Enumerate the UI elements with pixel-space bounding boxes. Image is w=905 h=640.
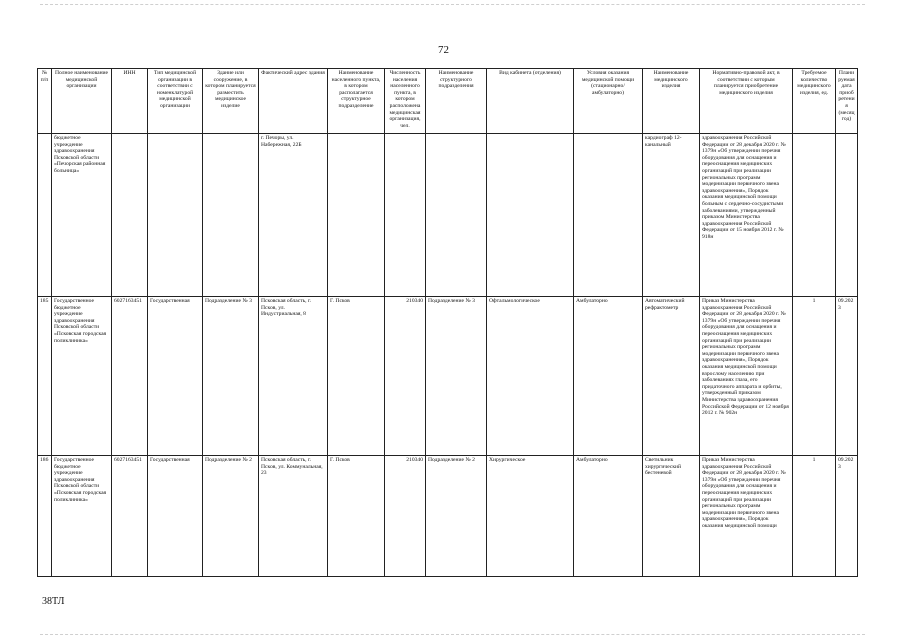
cell-org: бюджетное учреждение здравоохранения Псковской области «Печорская районная больница» xyxy=(52,134,112,297)
cell-unit: Подразделение № 3 xyxy=(426,297,487,456)
header-population: Численность населения населенного пункта, в котором расположена медицинская организация, чел. xyxy=(385,69,426,134)
scan-edge-bottom xyxy=(40,634,865,635)
table-row xyxy=(38,456,858,577)
header-building: Здание или сооружение, в котором планируется разместить медицинское изделие xyxy=(203,69,259,134)
header-settlement: Наименование населенного пункта, в котором располагается структурное подразделение xyxy=(328,69,385,134)
cell-building xyxy=(203,134,259,297)
header-unit: Наименование структурного подразделения xyxy=(426,69,487,134)
cell-address: г. Печоры, ул. Набережная, 22Б xyxy=(259,134,328,297)
cell-inn: 6027163451 xyxy=(112,297,148,456)
cell-settlement: Г. Псков xyxy=(328,456,385,577)
cell-type: Государственная xyxy=(148,297,203,456)
cell-population xyxy=(385,134,426,297)
cell-population: 210340 xyxy=(385,456,426,577)
cell-unit: Подразделение № 2 xyxy=(426,456,487,577)
cell-cabinet: Офтальмологическое xyxy=(487,297,574,456)
equipment-table xyxy=(37,68,858,577)
cell-act: Приказ Министерства здравоохранения Российской Федерации от 28 декабря 2020 г. № 1379н «Об утверждении перечня оборудования для оснащения и переоснащения медицинских организаций при реализации региональных программ модернизации первичного звена здравоохранения», Порядок оказания медицинской помощи взрослому населению при заболеваниях глаза, его придаточного аппарата и орбиты, утвержденный приказом Министерства здравоохранения Российской Федерации от 12 ноября 2012 г. № 902н xyxy=(700,297,793,456)
cell-type: Государственная xyxy=(148,456,203,577)
cell-unit xyxy=(426,134,487,297)
header-conditions: Условия оказания медицинской помощи (стационарно/ амбулаторно) xyxy=(574,69,643,134)
cell-num: 186 xyxy=(38,456,52,577)
cell-num: 185 xyxy=(38,297,52,456)
table-row xyxy=(38,297,858,456)
cell-org: Государственное бюджетное учреждение здравоохранения Псковской области «Псковская городская поликлиника» xyxy=(52,456,112,577)
cell-cabinet: Хирургическое xyxy=(487,456,574,577)
cell-conditions: Амбулаторно xyxy=(574,456,643,577)
cell-qty xyxy=(793,134,836,297)
cell-building: Подразделение № 3 xyxy=(203,297,259,456)
cell-address: Псковская область, г. Псков, ул. Индустриальная, 8 xyxy=(259,297,328,456)
cell-device: Автоматический рефрактометр xyxy=(643,297,700,456)
cell-inn: 6027163451 xyxy=(112,456,148,577)
cell-device: кардиограф 12-канальный xyxy=(643,134,700,297)
header-type: Тип медицинской организации в соответствии с номенклатурой медицинской организации xyxy=(148,69,203,134)
header-org: Полное наименование медицинской организации xyxy=(52,69,112,134)
cell-population: 210340 xyxy=(385,297,426,456)
cell-qty: 1 xyxy=(793,456,836,577)
table-header-row xyxy=(38,69,858,134)
cell-num xyxy=(38,134,52,297)
cell-act: здравоохранения Российской Федерации от 28 декабря 2020 г. № 1379н «Об утверждении перечня оборудования для оснащения и переоснащения медицинских организаций при реализации региональных программ модернизации первичного звена здравоохранения», Порядок оказания медицинской помощи больным с сердечно-сосудистыми заболеваниями, утвержденный приказом Министерства здравоохранения Российской Федерации от 15 ноября 2012 г. № 918н xyxy=(700,134,793,297)
table-row xyxy=(38,134,858,297)
cell-date: 09.2023 xyxy=(836,456,858,577)
cell-qty: 1 xyxy=(793,297,836,456)
cell-building: Подразделение № 2 xyxy=(203,456,259,577)
footer-mark: 38ТЛ xyxy=(42,596,65,607)
cell-date xyxy=(836,134,858,297)
cell-settlement: Г. Псков xyxy=(328,297,385,456)
cell-address: Псковская область, г. Псков, ул. Коммунальная, 23 xyxy=(259,456,328,577)
header-cabinet: Вид кабинета (отделения) xyxy=(487,69,574,134)
cell-act: Приказ Министерства здравоохранения Российской Федерации от 28 декабря 2020 г. № 1379н «Об утверждении перечня оборудования для оснащения и переоснащения медицинских организаций при реализации региональных программ модернизации первичного звена здравоохранения», Порядок оказания медицинской помощи xyxy=(700,456,793,577)
page-number: 72 xyxy=(438,44,449,56)
cell-device: Светильник хирургический бестеневой xyxy=(643,456,700,577)
cell-conditions: Амбулаторно xyxy=(574,297,643,456)
cell-date: 09.2023 xyxy=(836,297,858,456)
header-qty: Требуемое количество медицинского изделия, ед. xyxy=(793,69,836,134)
cell-org: Государственное бюджетное учреждение здравоохранения Псковской области «Псковская городская поликлиника» xyxy=(52,297,112,456)
header-address: Фактический адрес здания xyxy=(259,69,328,134)
cell-type xyxy=(148,134,203,297)
scan-edge-top xyxy=(40,4,865,5)
header-device: Наименование медицинского изделия xyxy=(643,69,700,134)
header-date: Планируемая дата приобретения (месяц год) xyxy=(836,69,858,134)
cell-conditions xyxy=(574,134,643,297)
header-num: № п/п xyxy=(38,69,52,134)
cell-inn xyxy=(112,134,148,297)
header-act: Нормативно-правовой акт, в соответствии с которым планируется приобретение медицинского изделия xyxy=(700,69,793,134)
header-inn: ИНН xyxy=(112,69,148,134)
cell-settlement xyxy=(328,134,385,297)
cell-cabinet xyxy=(487,134,574,297)
